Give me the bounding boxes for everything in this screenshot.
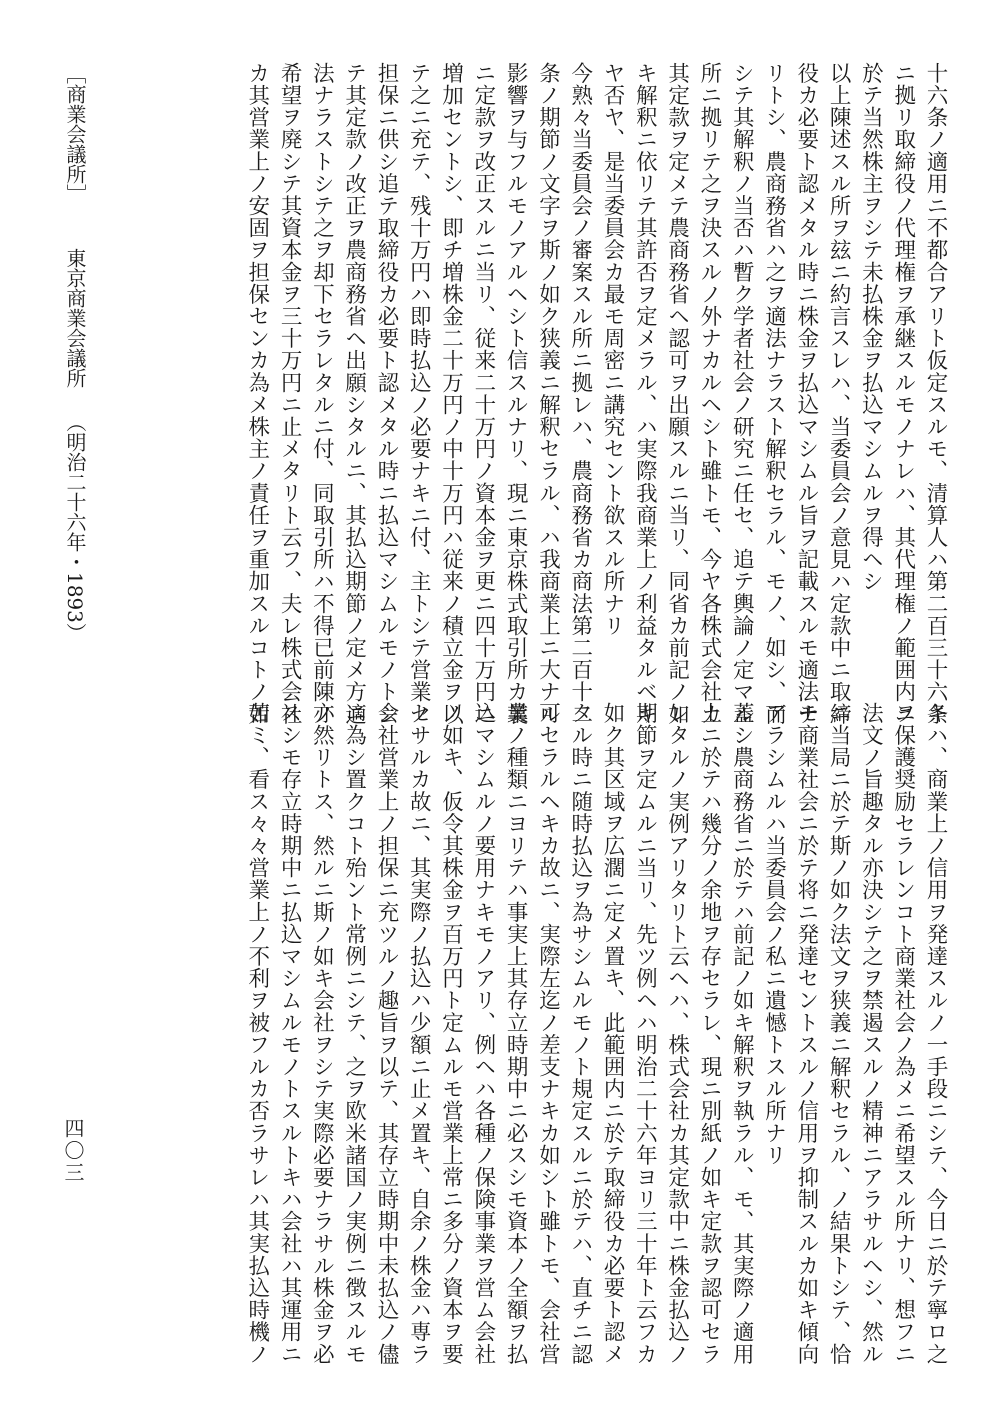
text-line: テ之ニ充テ、残十万円ハ即時払込ノ必要ナキニ付、主トシテ営業ノ [406,62,432,725]
text-line: 亦然リトス、然ルニ斯ノ如キ会社ヲシテ実際必要ナラサル株金ヲ必 [309,702,335,1365]
text-line: カ其営業上ノ安固ヲ担保センカ為メ株主ノ責任ヲ重加スルコトノ如 [244,62,270,725]
text-line: 会社営業上ノ担保ニ充ツルノ趣旨ヲ以テ、其存立時期中未払込ノ儘 [373,702,399,1365]
text-line: 今熟々当委員会ノ審案スル所ニ拠レハ、農商務省カ商法第二百十二 [567,62,593,725]
header-era: （明治二十六年・1893） [63,412,87,643]
text-line: ニ為シ置クコト殆ント常例ニシテ、之ヲ欧米諸国ノ実例ニ徴スルモ [341,702,367,1365]
text-line: レタルノ実例アリタリト云ヘハ、株式会社カ其定款中ニ株金払込ノ [664,702,690,1365]
text-line: 法ナラストシテ之ヲ却下セラレタルニ付、同取引所ハ不得已前陳ノ [309,62,335,725]
page-number: 四〇三 [61,1118,85,1184]
text-line: テ其定款ノ改正ヲ農商務省ヘ出願シタルニ、其払込期節ノ定メ方適 [341,62,367,725]
text-line: ニ当局ニ於テ斯ノ如ク法文ヲ狭義ニ解釈セラル、ノ結果トシテ、恰 [826,702,852,1365]
text-line: アラシムルハ当委員会ノ私ニ遺憾トスル所ナリ [761,702,787,1167]
header-source: 東京商業会議所 [63,248,87,388]
text-line: キ解釈ニ依リテ其許否ヲ定メラル、ハ実際我商業上ノ利益タルベキ [632,62,658,725]
text-line: 担保ニ供シ追テ取締役カ必要ト認メタル時ニ払込マシムルモノトシ [373,62,399,725]
text-line: タル時ニ随時払込ヲ為サシムルモノト規定スルニ於テハ、直チニ認 [567,702,593,1365]
text-line: 於テ当然株主ヲシテ未払株金ヲ払込マシムルヲ得ヘシ [858,62,884,593]
text-line: キハ、商業上ノ信用ヲ発達スルノ一手段ニシテ、今日ニ於テ寧ロ之 [923,702,948,1365]
text-line: 以上陳述スル所ヲ玆ニ約言スレハ、当委員会ノ意見ハ定款中ニ取締 [826,62,852,725]
text-line: 蓋シ農商務省ニ於テハ前記ノ如キ解釈ヲ執ラル、モ、其実際ノ適用 [729,702,755,1365]
upper-text-block [240,62,951,725]
text-line: 法文ノ旨趣タル亦決シテ之ヲ禁遏スルノ精神ニアラサルヘシ、然ル [858,702,884,1365]
text-line: リトシ、農商務省ハ之ヲ適法ナラスト解釈セラル、モノ、如シ、而 [761,62,787,725]
text-line: モ商業社会ニ於テ将ニ発達セントスルノ信用ヲ抑制スルカ如キ傾向 [793,702,819,1365]
text-line: ヲ保護奨励セラレンコト商業社会ノ為メニ希望スル所ナリ、想フニ [890,702,916,1365]
text-line: ニ定款ヲ改正スルニ当リ、従来二十万円ノ資本金ヲ更ニ四十万円ニ [470,62,496,725]
text-line: ノ如キ、仮令其株金ヲ百万円ト定ムルモ営業上常ニ多分ノ資本ヲ要 [438,702,464,1365]
header-category: ［商業会議所］ [63,64,87,204]
text-line: 十六条ノ適用ニ不都合アリト仮定スルモ、清算人ハ第二百三十六条 [923,62,948,725]
text-line: セサルカ故ニ、其実際ノ払込ハ少額ニ止メ置キ、自余ノ株金ハ専ラ [406,702,432,1365]
text-line: 上ニ於テハ幾分ノ余地ヲ存セラレ、現ニ別紙ノ如キ定款ヲ認可セラ [696,702,722,1365]
text-line: 込マシムルノ要用ナキモノアリ、例ヘハ各種ノ保険事業ヲ営ム会社 [470,702,496,1365]
text-line: 希望ヲ廃シテ其資本金ヲ三十万円ニ止メタリト云フ、夫レ株式会社 [277,62,303,725]
text-line: 可セラルヘキカ故ニ、実際左迄ノ差支ナキカ如シト雖トモ、会社営 [535,702,561,1365]
text-line: 影響ヲ与フルモノアルヘシト信スルナリ、現ニ東京株式取引所カ曩 [503,62,529,725]
text-line: ニ拠リ取締役ノ代理権ヲ承継スルモノナレハ、其代理権ノ範囲内ニ [890,62,916,725]
text-line: 所ニ拠リテ之ヲ決スルノ外ナカルヘシト雖トモ、今ヤ各株式会社カ [696,62,722,725]
running-header [58,64,92,643]
text-line: 増加セントシ、即チ増株金二十万円ノ中十万円ハ従来ノ積立金ヲ以 [438,62,464,725]
text-line: ヤ否ヤ、是当委員会カ最モ周密ニ講究セント欲スル所ナリ [600,62,626,637]
text-line: スシモ存立時期中ニ払込マシムルモノトスルトキハ会社ハ其運用ニ [277,702,303,1365]
text-line: シテ其解釈ノ当否ハ暫ク学者社会ノ研究ニ任セ、追テ輿論ノ定マル [729,62,755,725]
text-line: 業ノ種類ニヨリテハ事実上其存立時期中ニ必スシモ資本ノ全額ヲ払 [503,702,529,1365]
text-line: 其定款ヲ定メテ農商務省ヘ認可ヲ出願スルニ当リ、同省カ前記ノ如 [664,62,690,725]
lower-text-block [240,702,951,1365]
text-line: 役カ必要ト認メタル時ニ株金ヲ払込マシムル旨ヲ記載スルモ適法ナ [793,62,819,725]
text-line: 如ク其区域ヲ広濶ニ定メ置キ、此範囲内ニ於テ取締役カ必要ト認メ [600,702,626,1365]
text-line: 苦ミ、看ス々々営業上ノ不利ヲ被フルカ否ラサレハ其実払込時機ノ [244,702,270,1365]
text-line: 期節ヲ定ムルニ当リ、先ツ例ヘハ明治二十六年ヨリ三十年ト云フカ [632,702,658,1365]
text-line: 条ノ期節ノ文字ヲ斯ノ如ク狭義ニ解釈セラル、ハ我商業上ニ大ナル [535,62,561,725]
